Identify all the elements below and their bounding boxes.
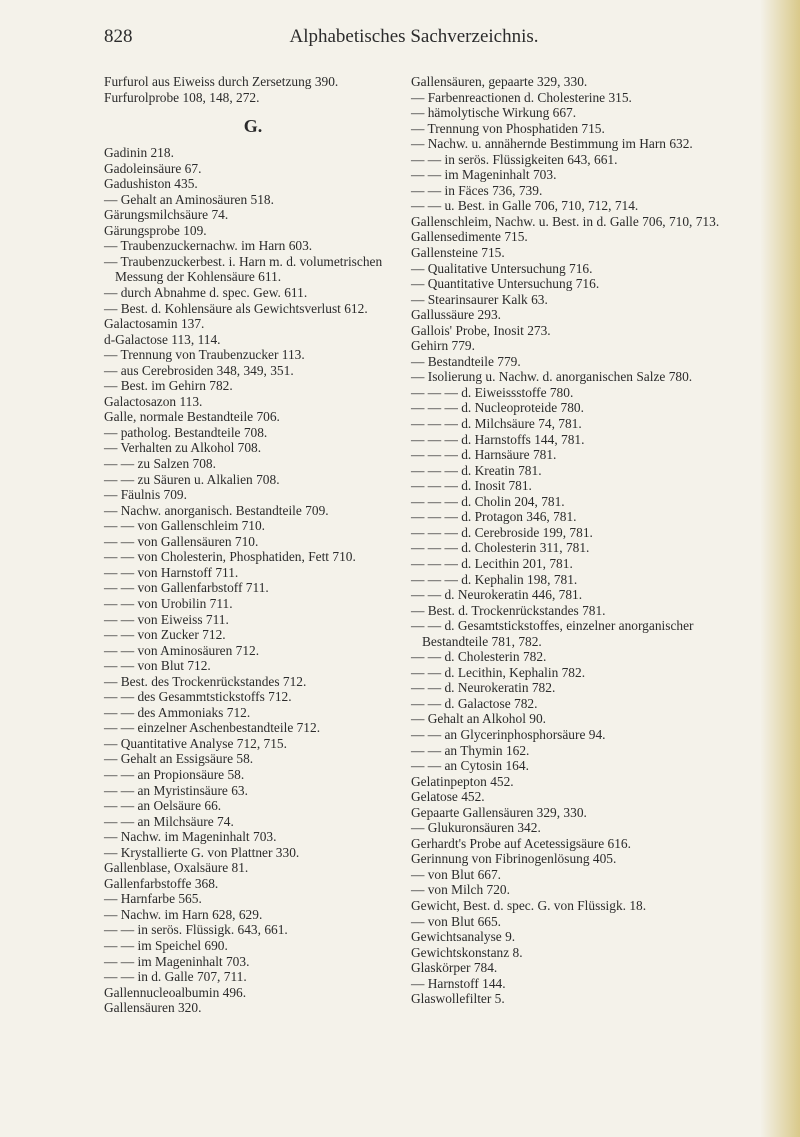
index-entry: — — an Glycerinphosphorsäure 94. [411,726,606,742]
index-entry: — — d. Galactose 782. [411,695,538,711]
index-entry: — Best. im Gehirn 782. [104,378,233,394]
index-entry: — Quantitative Untersuchung 716. [411,276,600,292]
page-number: 828 [104,26,133,47]
index-entry: — — — d. Nucleoproteide 780. [411,400,584,416]
index-entry: Gallenfarbstoffe 368. [104,875,219,891]
page-title: Alphabetisches Sachverzeichnis. [289,26,539,47]
index-entry: — — an Oelsäure 66. [104,798,222,814]
index-entry: — — — d. Harnstoffs 144, 781. [411,431,585,447]
index-entry: — — von Zucker 712. [104,627,226,643]
entry-list-g-left [104,145,402,1016]
index-entry: Gerhardt's Probe auf Acetessigsäure 616. [411,835,631,851]
index-entry: Glaskörper 784. [411,960,498,976]
index-entry: — Nachw. im Harn 628, 629. [104,906,263,922]
index-entry: — — einzelner Aschenbestandteile 712. [104,720,321,736]
index-entry: — — von Gallensäuren 710. [104,533,259,549]
index-entry: — Gehalt an Alkohol 90. [411,711,547,727]
index-entry: Gewichtskonstanz 8. [411,944,523,960]
index-entry: — — — d. Inosit 781. [411,478,532,494]
index-entry: — — d. Neurokeratin 782. [411,680,556,696]
index-entry: — — des Gesammtstickstoffs 712. [104,689,292,705]
index-entry: — Verhalten zu Alkohol 708. [104,440,262,456]
index-entry: — — von Cholesterin, Phosphatiden, Fett 710. [104,549,356,565]
index-entry: d-Galactose 113, 114. [104,331,221,347]
index-entry: — — in serös. Flüssigk. 643, 661. [104,922,288,938]
index-entry: — — im Mageninhalt 703. [411,167,557,183]
index-entry: — — d. Gesamtstickstoffes, einzelner anorganischer Bestandteile 781, 782. [411,618,694,649]
index-entry: — — — d. Eiweissstoffe 780. [411,384,574,400]
index-entry: — Nachw. anorganisch. Bestandteile 709. [104,502,329,518]
index-entry: — Fäulnis 709. [104,487,187,503]
entry-list-g-right [411,74,751,1007]
index-entry: — — an Thymin 162. [411,742,530,758]
index-entry: — Traubenzuckerbest. i. Harn m. d. volumetrischen Messung der Kohlensäure 611. [104,253,383,285]
index-entry: — — des Ammoniaks 712. [104,704,251,720]
index-entry: — — im Mageninhalt 703. [104,953,250,969]
index-entry: — von Blut 667. [411,866,502,882]
index-entry: — — — d. Cholin 204, 781. [411,493,565,509]
index-entry: — — von Gallenschleim 710. [104,518,266,534]
left-column [104,74,402,1016]
index-entry: — Nachw. u. annähernde Bestimmung im Harn 632. [411,136,693,152]
index-entry: Gelatose 452. [411,789,485,805]
index-entry: — — — d. Protagon 346, 781. [411,509,577,525]
index-entry: Gallennucleoalbumin 496. [104,984,247,1000]
index-entry: — durch Abnahme d. spec. Gew. 611. [104,285,308,301]
index-entry: Gallenschleim, Nachw. u. Best. in d. Galle 706, 710, 713. [411,213,720,229]
index-entry: — Gehalt an Essigsäure 58. [104,751,254,767]
index-entry: — Bestandteile 779. [411,353,521,369]
index-entry: — — — d. Cholesterin 311, 781. [411,540,590,556]
index-entry: — — u. Best. in Galle 706, 710, 712, 714. [411,198,639,214]
index-entry: Gadoleinsäure 67. [104,160,202,176]
index-entry: — — in serös. Flüssigkeiten 643, 661. [411,151,618,167]
index-entry: — — von Eiweiss 711. [104,611,229,627]
index-entry: — — von Blut 712. [104,658,211,674]
page-header [104,26,724,52]
index-entry: Gepaarte Gallensäuren 329, 330. [411,804,587,820]
index-entry: Galle, normale Bestandteile 706. [104,409,280,425]
index-entry: — aus Cerebrosiden 348, 349, 351. [104,362,294,378]
index-entry: — Harnfarbe 565. [104,891,202,907]
index-entry: — — an Cytosin 164. [411,758,529,774]
index-entry: Gadushiston 435. [104,176,198,192]
index-entry: — Qualitative Untersuchung 716. [411,260,593,276]
index-entry: — — d. Neurokeratin 446, 781. [411,587,583,603]
index-entry: — Best. d. Kohlensäure als Gewichtsverlust 612. [104,300,368,316]
index-entry: — patholog. Bestandteile 708. [104,424,268,440]
index-entry: — Gehalt an Aminosäuren 518. [104,191,274,207]
index-entry: — — — d. Milchsäure 74, 781. [411,416,582,432]
index-entry: — — — d. Kephalin 198, 781. [411,571,578,587]
index-entry: — — in Fäces 736, 739. [411,182,543,198]
index-entry: — Glukuronsäuren 342. [411,820,541,836]
index-entry: Gallensäuren 320. [104,1000,202,1016]
index-entry: — von Blut 665. [411,913,502,929]
right-column [411,74,751,1007]
index-entry: Glaswollefilter 5. [411,991,505,1007]
entry-list-f [104,74,402,105]
index-entry: — Krystallierte G. von Plattner 330. [104,844,300,860]
index-entry: — — im Speichel 690. [104,937,228,953]
index-entry: — — — d. Lecithin 201, 781. [411,555,573,571]
index-entry: — — an Milchsäure 74. [104,813,234,829]
index-entry: — Farbenreactionen d. Cholesterine 315. [411,89,632,105]
index-entry: — von Milch 720. [411,882,510,898]
index-entry: Galactosazon 113. [104,393,203,409]
index-entry: — — d. Lecithin, Kephalin 782. [411,664,586,680]
index-entry: Gewichtsanalyse 9. [411,929,516,945]
index-entry: — Harnstoff 144. [411,975,506,991]
index-entry: — Best. des Trockenrückstandes 712. [104,673,307,689]
index-entry: Gadinin 218. [104,145,174,161]
index-entry: Furfurolprobe 108, 148, 272. [104,89,260,105]
index-entry: — — von Gallenfarbstoff 711. [104,580,269,596]
index-entry: — hämolytische Wirkung 667. [411,105,577,121]
index-entry: Gewicht, Best. d. spec. G. von Flüssigk. 18. [411,897,647,913]
index-entry: — Traubenzuckernachw. im Harn 603. [104,238,313,254]
index-entry: — Isolierung u. Nachw. d. anorganischen Salze 780. [411,369,693,385]
section-letter-g: G. [243,116,263,137]
index-entry: — — d. Cholesterin 782. [411,649,547,665]
index-entry: Galactosamin 137. [104,316,205,332]
index-entry: — Trennung von Phosphatiden 715. [411,120,605,136]
index-entry: Gallensedimente 715. [411,229,528,245]
index-entry: — — — d. Harnsäure 781. [411,447,557,463]
page-edge-shading [760,0,800,1137]
index-entry: Gärungsmilchsäure 74. [104,207,229,223]
index-entry: Gallensäuren, gepaarte 329, 330. [411,74,588,89]
index-entry: Furfurol aus Eiweiss durch Zersetzung 390. [104,74,339,89]
index-entry: — Stearinsaurer Kalk 63. [411,291,548,307]
index-entry: — — von Urobilin 711. [104,595,233,611]
index-entry: — — in d. Galle 707, 711. [104,969,247,985]
index-entry: Gallussäure 293. [411,307,501,323]
index-entry: Gallois' Probe, Inosit 273. [411,322,551,338]
index-entry: — — zu Säuren u. Alkalien 708. [104,471,280,487]
index-entry: Gallensteine 715. [411,245,505,261]
index-entry: Gallenblase, Oxalsäure 81. [104,860,249,876]
index-entry: Gelatinpepton 452. [411,773,514,789]
index-entry: — Quantitative Analyse 712, 715. [104,735,287,751]
index-entry: Gärungsprobe 109. [104,222,207,238]
index-entry: — — von Harnstoff 711. [104,564,239,580]
index-entry: — Nachw. im Mageninhalt 703. [104,829,277,845]
index-entry: — — — d. Kreatin 781. [411,462,542,478]
index-entry: — — von Aminosäuren 712. [104,642,260,658]
index-entry: — — zu Salzen 708. [104,456,216,472]
index-entry: — Best. d. Trockenrückstandes 781. [411,602,606,618]
index-entry: — — an Myristinsäure 63. [104,782,248,798]
index-entry: — — — d. Cerebroside 199, 781. [411,524,593,540]
index-entry: — Trennung von Traubenzucker 113. [104,347,305,363]
index-entry: Gerinnung von Fibrinogenlösung 405. [411,851,617,867]
index-entry: — — an Propionsäure 58. [104,766,245,782]
index-entry: Gehirn 779. [411,338,475,354]
